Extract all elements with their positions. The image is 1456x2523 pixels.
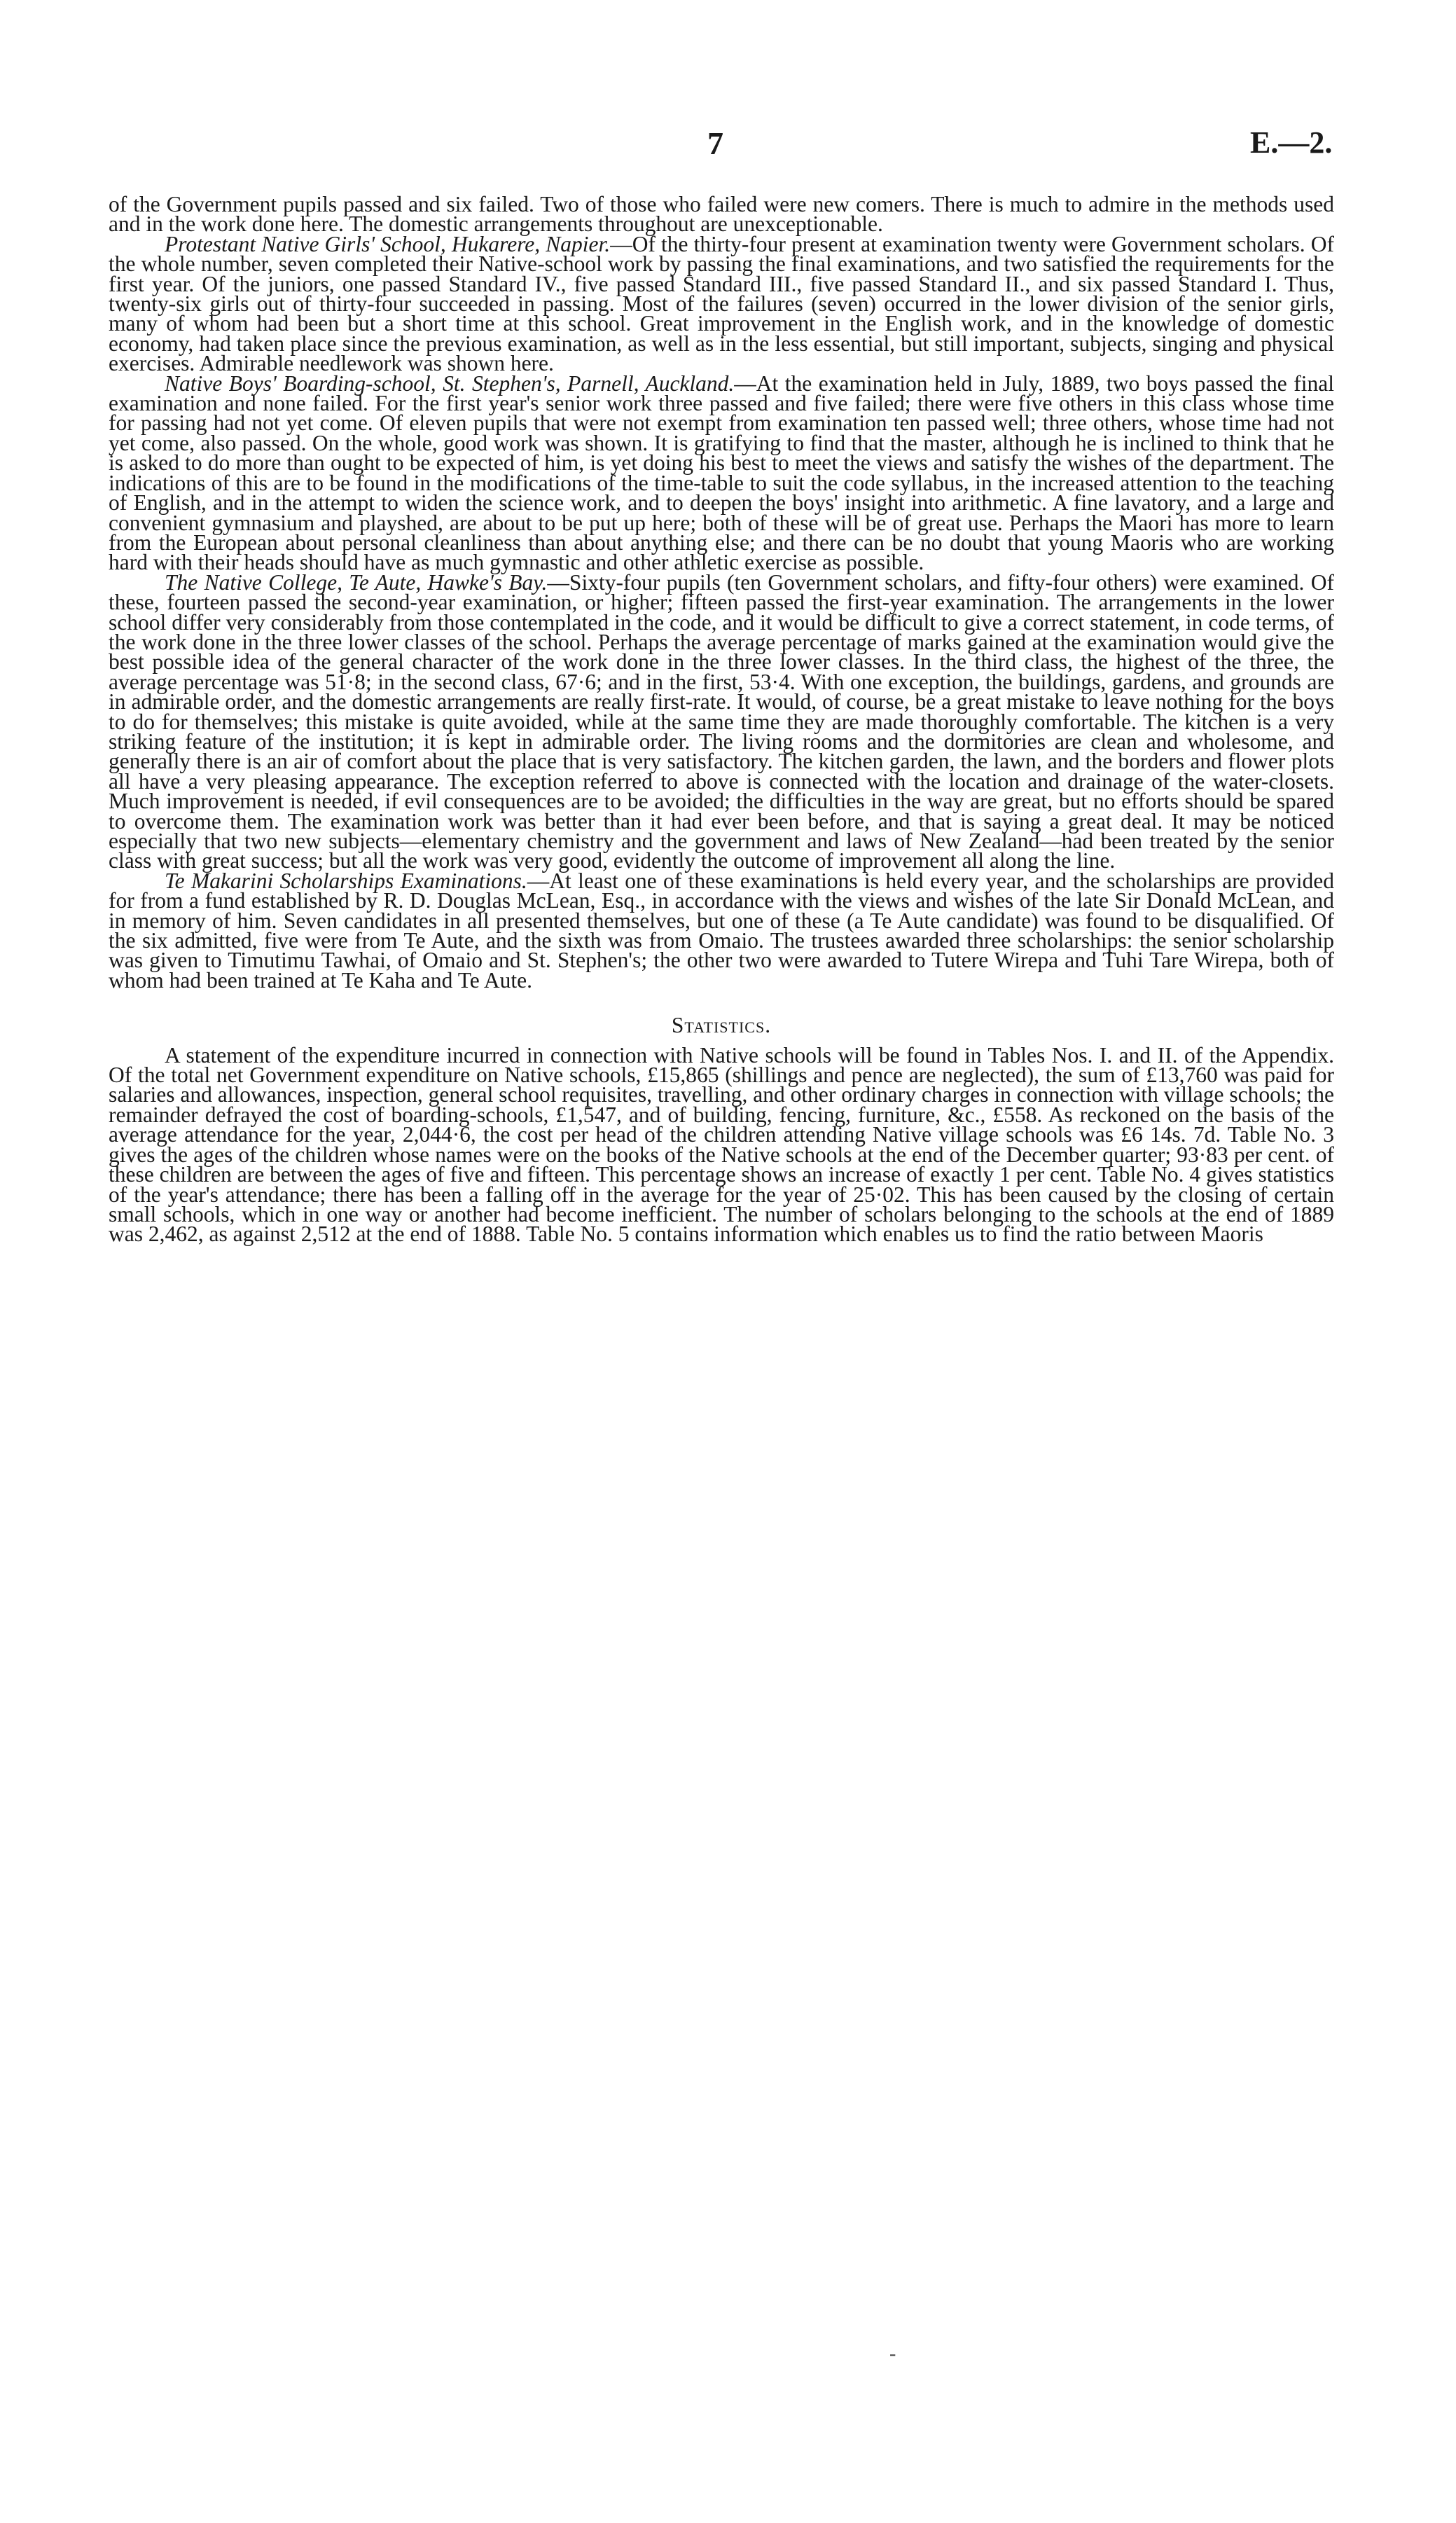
paragraph-hukarere — [109, 231, 1334, 376]
paragraph-st-stephens — [109, 371, 1335, 575]
paragraph-heading: Native Boys' Boarding-school, St. Stephen's, Parnell, Auckland. — [165, 371, 735, 396]
paragraph-te-makarini — [109, 868, 1334, 993]
body-text — [109, 192, 1335, 1247]
paragraph-statistics — [109, 1042, 1334, 1247]
page-number: 7 — [707, 125, 723, 161]
page-reference: E.—2. — [1250, 125, 1333, 160]
paragraph-text: of the Government pupils passed and six failed. Two of those who failed were new comers. There is much to admire in the methods used and in the work done here. The domestic arrangements throughout are unexceptionable. — [109, 192, 1334, 237]
paragraph-heading: Te Makarini Scholarships Examinations. — [165, 868, 527, 893]
paragraph-te-aute — [109, 569, 1334, 873]
paragraph-continuation — [109, 192, 1334, 237]
paragraph-text: A statement of the expenditure incurred in connection with Native schools will be found in Tables Nos. I. and II. of the Appendix. Of the total net Government expenditure on Native schools, £15,865 (shillings and pence are neglected), the sum of £13,760 was paid for salaries and allowances, inspection, general school requisites, travelling, and other ordinary charges in connection with village schools; the remainder defrayed the cost of boarding-schools, £1,547, and of building, fencing, furniture, &c., £558. As reckoned on the basis of the average attendance for the year, 2,044·6, the cost per head of the children attending Native village schools was £6 14s. 7d. Table No. 3 gives the ages of the children whose names were on the books of the Native schools at the end of the December quarter; 93·83 per cent. of these children are between the ages of five and fifteen. This percentage shows an increase of exactly 1 per cent. Table No. 4 gives statistics of the year's attendance; there has been a falling off in the average for the year of 25·02. This has been caused by the closing of certain small schools, which in one way or another had become inefficient. The number of scholars belonging to the schools at the end of 1889 was 2,462, as against 2,512 at the end of 1888. Table No. 5 contains information which enables us to find the ratio between Maoris — [109, 1042, 1334, 1247]
paragraph-heading: Protestant Native Girls' School, Hukarere, Napier. — [165, 231, 611, 256]
paragraph-text: —Sixty-four pupils (ten Government scholars, and fifty-four others) were examined. Of these, fourteen passed the second-year examination, or higher; fifteen passed the first-year examination. The arrangements in the lower school differ very considerably from those contemplated in the code, and it would be difficult to give a correct statement, in code terms, of the work done in the three lower classes of the school. Perhaps the average percentage of marks gained at the examination would give the best possible idea of the general character of the work done in the three lower classes. In the third class, the highest of the three, the average percentage was 51·8; in the second class, 67·6; and in the first, 53·4. With one exception, the buildings, gardens, and grounds are in admirable order, and the domestic arrangements are really first-rate. It would, of course, be a great mistake to leave nothing for the boys to do for themselves; this mistake is quite avoided, while at the same time they are made thoroughly comfortable. The kitchen is a very striking feature of the institution; it is kept in admirable order. The living rooms and the dormitories are clean and wholesome, and generally there is an air of comfort about the place that is very satisfactory. The kitchen garden, the lawn, and the borders and flower plots all have a very pleasing appearance. The exception referred to above is connected with the location and drainage of the water-closets. Much improvement is needed, if evil consequences are to be avoided; the difficulties in the way are great, but no efforts should be spared to overcome them. The examination work was better than it had ever been before, and that is saying a great deal. It may be noticed especially that two new subjects—elementary chemistry and the government and laws of New Zealand—had been treated by the senior class with great success; but all the work was very good, evidently the outcome of improvement all along the line. — [109, 569, 1334, 873]
paragraph-text: —At the examination held in July, 1889, two boys passed the final examination and none failed. For the first year's senior work three passed and five failed; there were five others in this class whose time for passing had not yet come. Of eleven pupils that were not exempt from examination ten passed well; three others, whose time had not yet come, also passed. On the whole, good work was shown. It is gratifying to find that the master, although he is inclined to think that he is asked to do more than ought to be expected of him, is yet doing his best to meet the views and satisfy the wishes of the department. The indications of this are to be found in the modifications of the time-table to suit the code syllabus, in the increased attention to the teaching of English, and in the attempt to widen the science work, and to deepen the boys' insight into arithmetic. A fine lavatory, and a large and convenient gymnasium and playshed, are about to be put up here; both of these will be of great use. Perhaps the Maori has more to learn from the European about personal cleanliness than about anything else; and there can be no doubt that young Maoris who are working hard with their heads should have as much gymnastic and other athletic exercise as possible. — [109, 371, 1335, 575]
stray-mark: - — [889, 2343, 896, 2365]
paragraph-text: —At least one of these examinations is held every year, and the scholarships are provided for from a fund established by R. D. Douglas McLean, Esq., in accordance with the views and wishes of the late Sir Donald McLean, and in memory of him. Seven candidates in all presented themselves, but one of these (a Te Aute candidate) was found to be disqualified. Of the six admitted, five were from Te Aute, and the sixth was from Omaio. The trustees awarded three scholarships: the senior scholarship was given to Timutimu Tawhai, of Omaio and St. Stephen's; the other two were awarded to Tutere Wirepa and Tuhi Tare Wirepa, both of whom had been trained at Te Kaha and Te Aute. — [109, 868, 1334, 993]
paragraph-heading: The Native College, Te Aute, Hawke's Bay. — [165, 569, 548, 595]
section-title-statistics: Statistics. — [671, 1013, 772, 1038]
paragraph-text: —Of the thirty-four present at examination twenty were Government scholars. Of the whole number, seven completed their Native-school work by passing the final examinations, and two satisfied the requirements for the first year. Of the juniors, one passed Standard IV., five passed Standard III., five passed Standard II., and six passed Standard I. Thus, twenty-six girls out of thirty-four succeeded in passing. Most of the failures (seven) occurred in the lower division of the senior girls, many of whom had been but a short time at this school. Great improvement in the English work, and in the knowledge of domestic economy, had taken place since the previous examination, as well as in the less essential, but still important, subjects, singing and physical exercises. Admirable needlework was shown here. — [109, 231, 1334, 376]
